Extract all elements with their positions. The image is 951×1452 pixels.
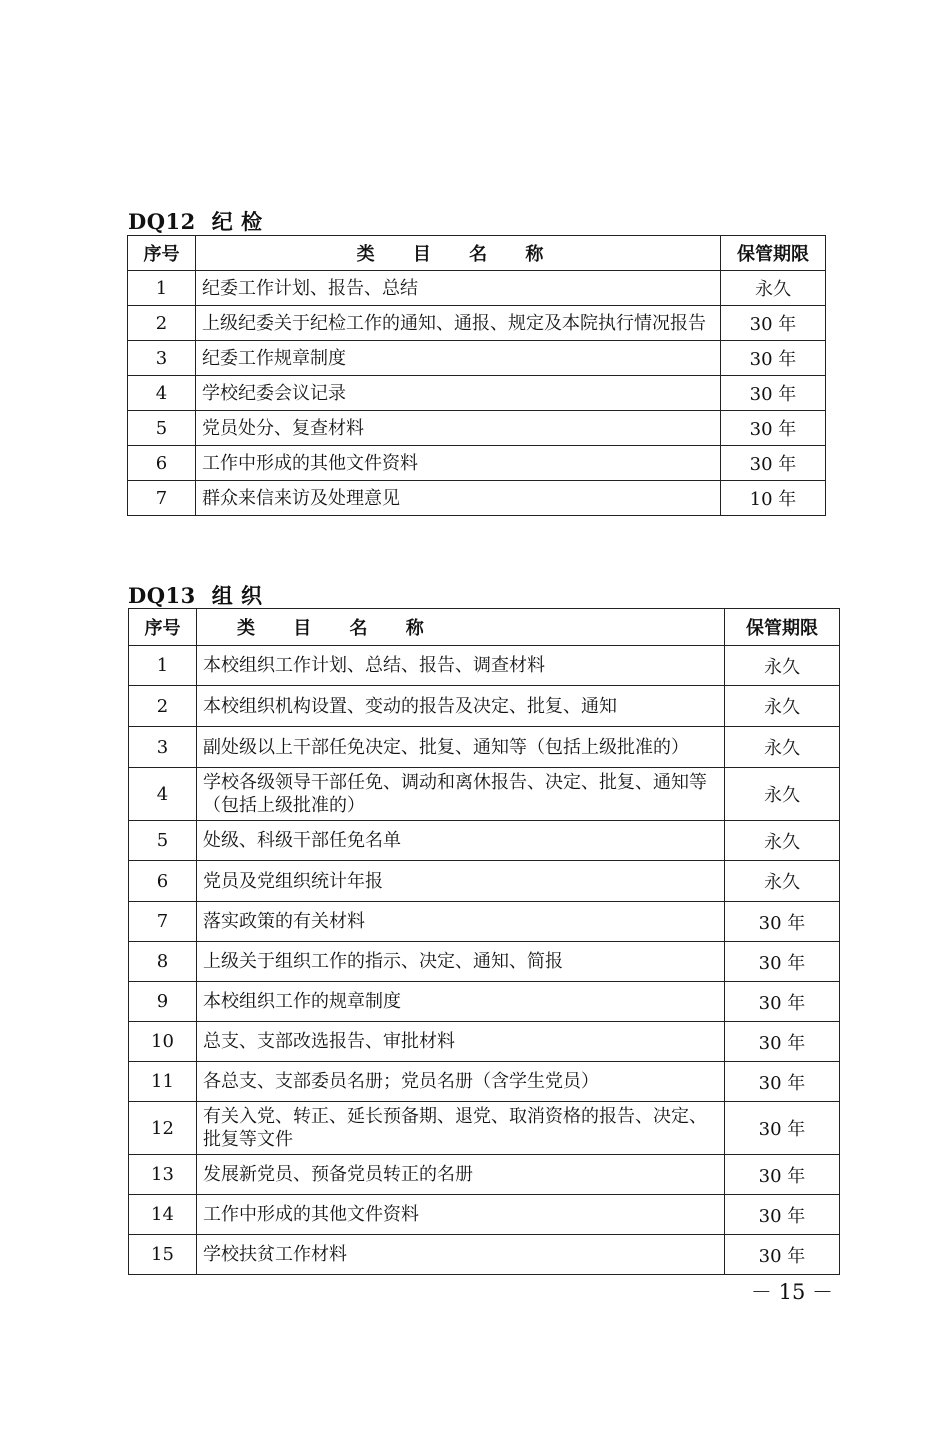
section-code: DQ12	[128, 209, 196, 234]
row-number: 5	[129, 821, 197, 861]
row-number: 2	[129, 686, 197, 727]
header-no: 序号	[128, 236, 196, 271]
table-row	[129, 1155, 840, 1195]
row-number: 9	[129, 982, 197, 1022]
header-period: 保管期限	[725, 609, 840, 646]
row-number: 4	[128, 376, 196, 411]
header-name: 类 目 名 称	[197, 609, 725, 646]
row-number: 15	[129, 1235, 197, 1275]
section-title-dq12	[128, 206, 263, 236]
row-category-name: 纪委工作计划、报告、总结	[196, 271, 721, 306]
row-retention-period: 30 年	[725, 1022, 840, 1062]
table-row	[129, 768, 840, 821]
row-category-name: 学校扶贫工作材料	[197, 1235, 725, 1275]
row-category-name: 工作中形成的其他文件资料	[197, 1195, 725, 1235]
section-title-dq13	[128, 580, 263, 610]
row-number: 3	[129, 727, 197, 768]
section-name: 组 织	[211, 583, 263, 608]
table-row	[128, 411, 826, 446]
row-category-name: 党员处分、复查材料	[196, 411, 721, 446]
row-number: 13	[129, 1155, 197, 1195]
table-row	[129, 1195, 840, 1235]
row-category-name: 本校组织工作的规章制度	[197, 982, 725, 1022]
header-period: 保管期限	[721, 236, 826, 271]
row-retention-period: 永久	[725, 727, 840, 768]
row-retention-period: 30 年	[725, 1155, 840, 1195]
row-retention-period: 永久	[721, 271, 826, 306]
row-retention-period: 30 年	[721, 376, 826, 411]
row-number: 4	[129, 768, 197, 821]
table-row	[128, 376, 826, 411]
table-row	[129, 821, 840, 861]
row-retention-period: 30 年	[721, 446, 826, 481]
row-category-name: 有关入党、转正、延长预备期、退党、取消资格的报告、决定、批复等文件	[197, 1102, 725, 1155]
section-name: 纪 检	[211, 209, 263, 234]
row-category-name: 上级关于组织工作的指示、决定、通知、简报	[197, 942, 725, 982]
table-row	[129, 902, 840, 942]
table-row	[129, 646, 840, 686]
table-row	[129, 942, 840, 982]
table-header-row	[129, 609, 840, 646]
table-row	[129, 1022, 840, 1062]
row-retention-period: 30 年	[725, 1062, 840, 1102]
page-number: － 15 －	[750, 1280, 833, 1304]
row-category-name: 学校纪委会议记录	[196, 376, 721, 411]
row-category-name: 纪委工作规章制度	[196, 341, 721, 376]
row-category-name: 落实政策的有关材料	[197, 902, 725, 942]
retention-table-dq13	[128, 608, 840, 1275]
row-retention-period: 10 年	[721, 481, 826, 516]
table-row	[129, 1102, 840, 1155]
row-retention-period: 30 年	[721, 341, 826, 376]
row-category-name: 工作中形成的其他文件资料	[196, 446, 721, 481]
table-row	[129, 1062, 840, 1102]
row-number: 1	[128, 271, 196, 306]
row-retention-period: 永久	[725, 646, 840, 686]
row-retention-period: 30 年	[721, 411, 826, 446]
row-category-name: 各总支、支部委员名册；党员名册（含学生党员）	[197, 1062, 725, 1102]
row-retention-period: 30 年	[725, 982, 840, 1022]
table-row	[129, 686, 840, 727]
table-row	[128, 271, 826, 306]
row-retention-period: 30 年	[725, 942, 840, 982]
row-retention-period: 永久	[725, 821, 840, 861]
row-category-name: 学校各级领导干部任免、调动和离休报告、决定、批复、通知等（包括上级批准的）	[197, 768, 725, 821]
row-number: 8	[129, 942, 197, 982]
row-retention-period: 永久	[725, 861, 840, 902]
table-row	[128, 446, 826, 481]
row-retention-period: 永久	[725, 686, 840, 727]
row-category-name: 本校组织工作计划、总结、报告、调查材料	[197, 646, 725, 686]
row-category-name: 党员及党组织统计年报	[197, 861, 725, 902]
table-row	[128, 306, 826, 341]
row-category-name: 本校组织机构设置、变动的报告及决定、批复、通知	[197, 686, 725, 727]
section-code: DQ13	[128, 583, 196, 608]
row-retention-period: 30 年	[725, 1102, 840, 1155]
row-number: 7	[128, 481, 196, 516]
row-number: 3	[128, 341, 196, 376]
row-number: 6	[128, 446, 196, 481]
row-number: 2	[128, 306, 196, 341]
retention-table-dq12	[127, 235, 826, 516]
row-retention-period: 永久	[725, 768, 840, 821]
row-category-name: 处级、科级干部任免名单	[197, 821, 725, 861]
header-no: 序号	[129, 609, 197, 646]
row-retention-period: 30 年	[725, 902, 840, 942]
row-retention-period: 30 年	[725, 1195, 840, 1235]
row-category-name: 发展新党员、预备党员转正的名册	[197, 1155, 725, 1195]
row-category-name: 群众来信来访及处理意见	[196, 481, 721, 516]
table-header-row	[128, 236, 826, 271]
row-number: 12	[129, 1102, 197, 1155]
row-category-name: 上级纪委关于纪检工作的通知、通报、规定及本院执行情况报告	[196, 306, 721, 341]
row-number: 1	[129, 646, 197, 686]
row-number: 14	[129, 1195, 197, 1235]
row-category-name: 副处级以上干部任免决定、批复、通知等（包括上级批准的）	[197, 727, 725, 768]
table-row	[129, 861, 840, 902]
row-number: 7	[129, 902, 197, 942]
row-number: 6	[129, 861, 197, 902]
header-name: 类 目 名 称	[196, 236, 721, 271]
row-number: 11	[129, 1062, 197, 1102]
row-retention-period: 30 年	[721, 306, 826, 341]
table-row	[129, 982, 840, 1022]
row-retention-period: 30 年	[725, 1235, 840, 1275]
table-row	[128, 341, 826, 376]
table-row	[128, 481, 826, 516]
row-number: 10	[129, 1022, 197, 1062]
row-category-name: 总支、支部改选报告、审批材料	[197, 1022, 725, 1062]
row-number: 5	[128, 411, 196, 446]
table-row	[129, 1235, 840, 1275]
table-row	[129, 727, 840, 768]
